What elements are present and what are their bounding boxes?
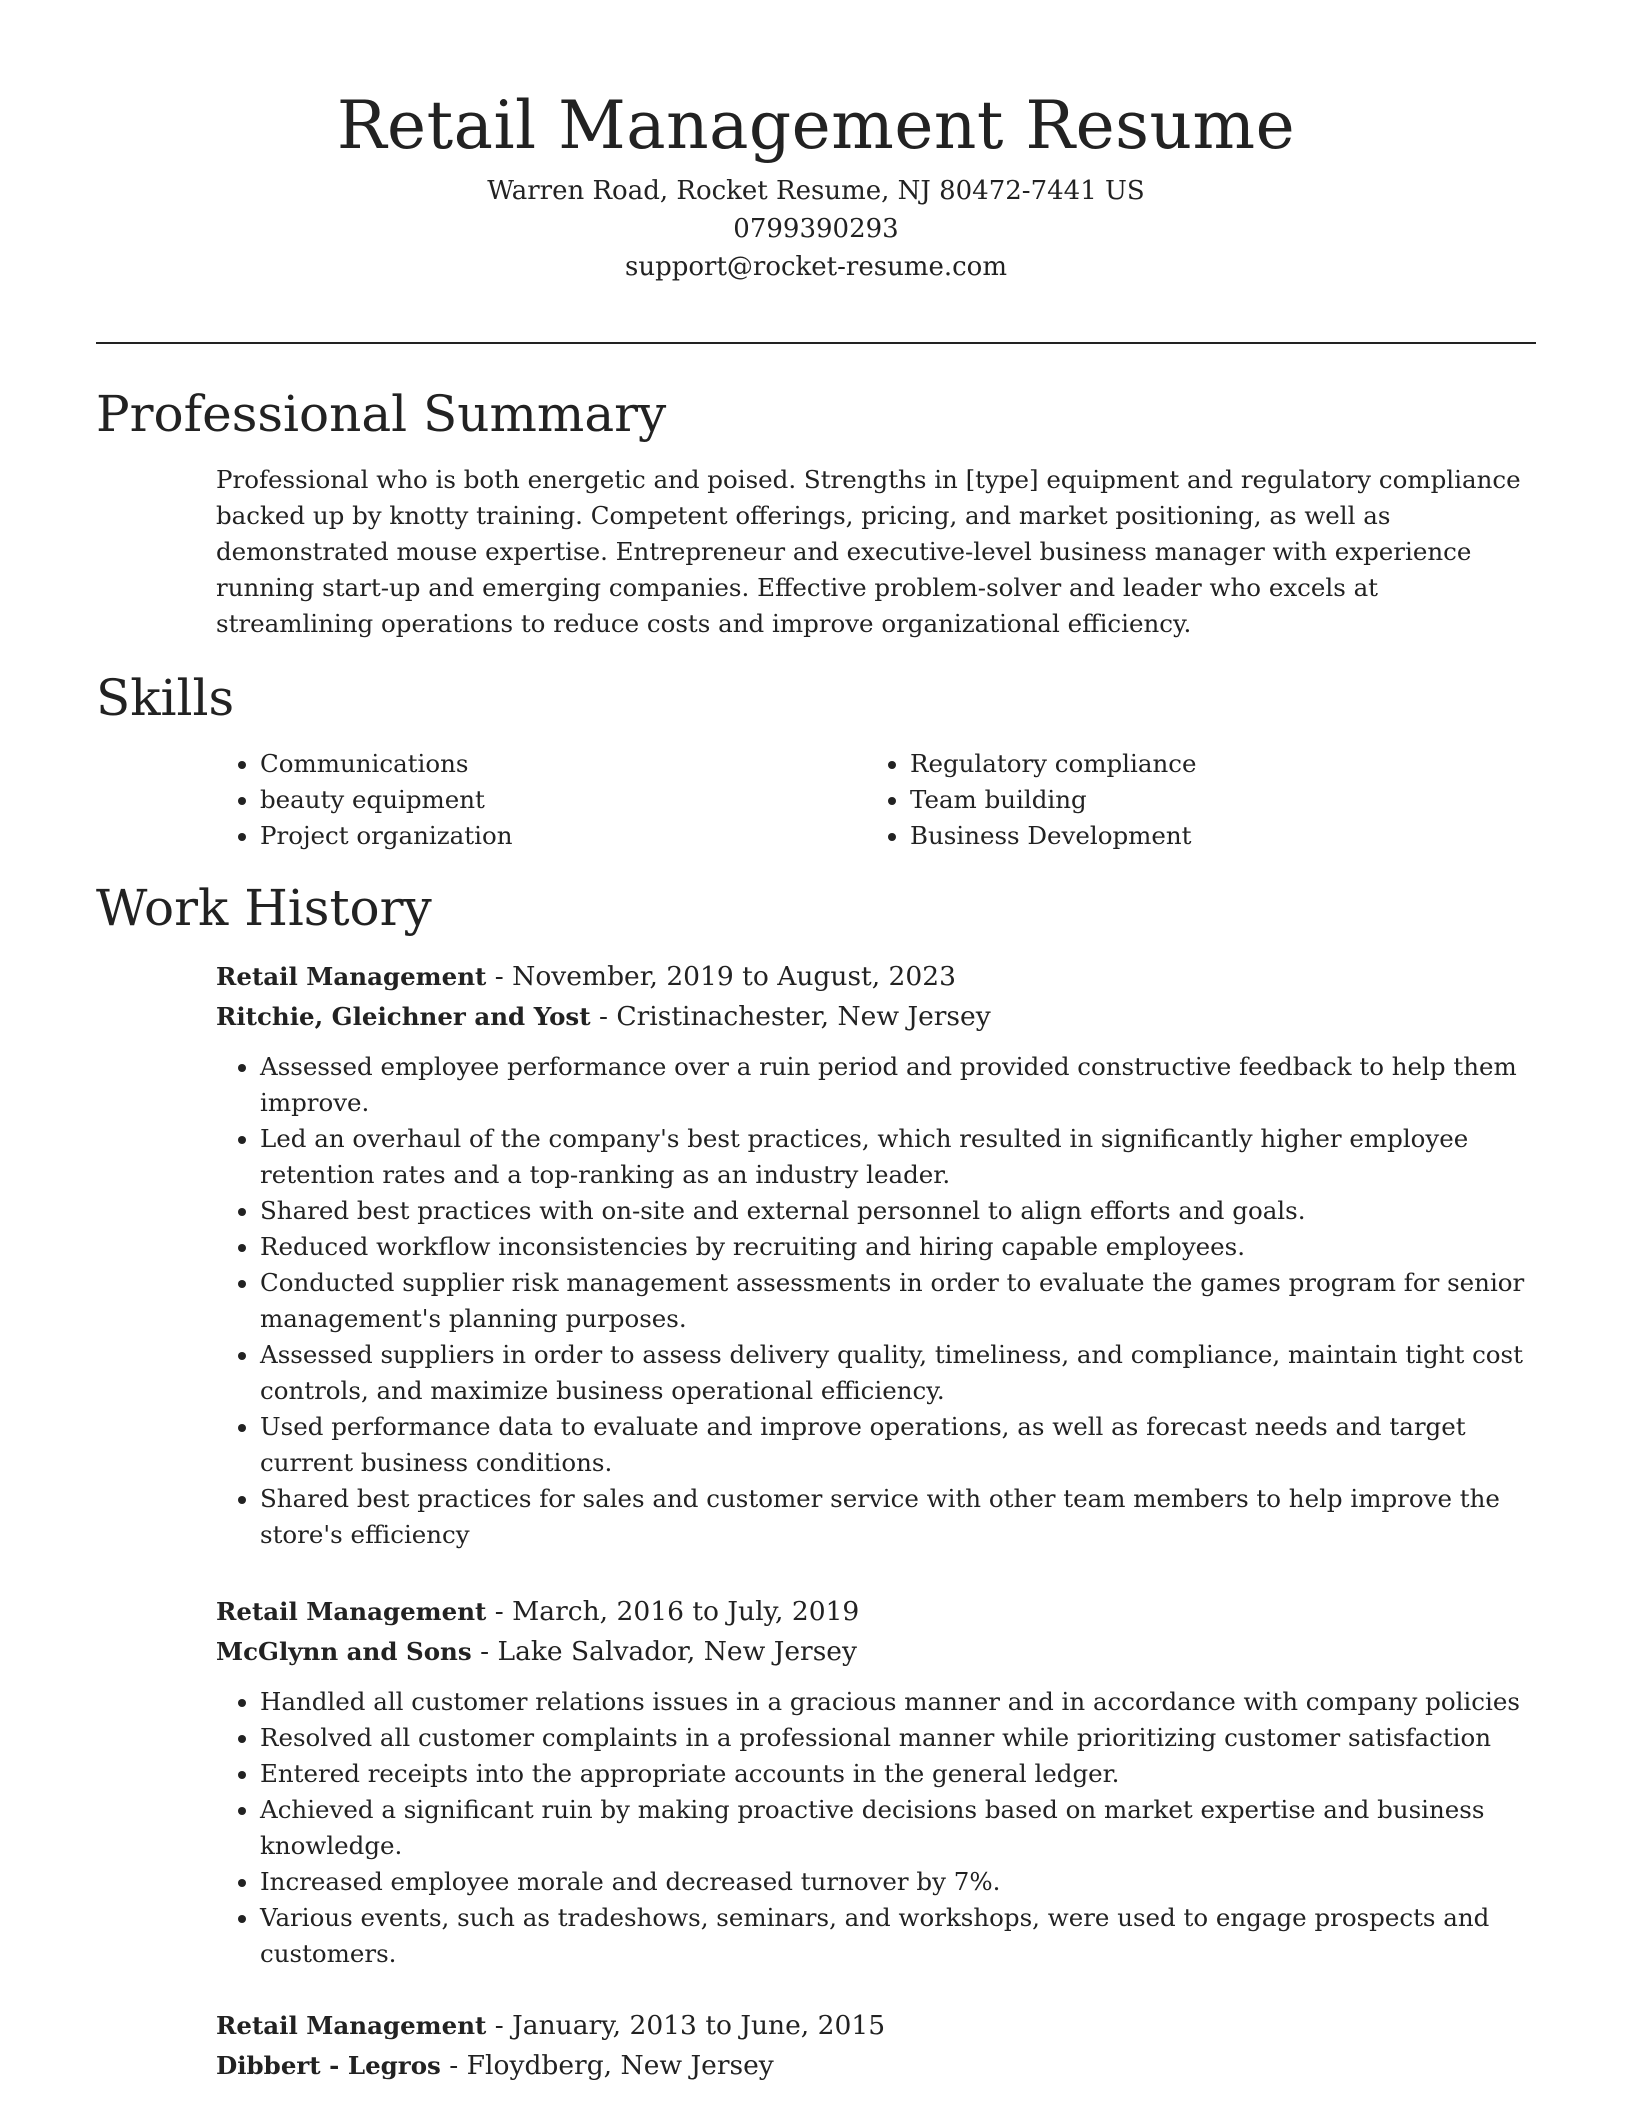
job-bullet: • Led an overhaul of the company's best practices, which resulted in significantly higher employee retention rates and a top-ranking as an industry leader. bbox=[260, 1121, 1538, 1193]
job-company: Dibbert - Legros bbox=[216, 2051, 441, 2080]
job-location: Cristinachester, New Jersey bbox=[616, 1001, 991, 1032]
job-title-line bbox=[216, 957, 1538, 997]
separator: - bbox=[471, 1636, 498, 1667]
job-bullet: • Conducted supplier risk management assessments in order to evaluate the games program for senior management's planning purposes. bbox=[260, 1265, 1538, 1337]
job-bullet: • Achieved a significant ruin by making proactive decisions based on market expertise and business knowledge. bbox=[260, 1792, 1538, 1864]
job-bullet: • Entered receipts into the appropriate accounts in the general ledger. bbox=[260, 1756, 1538, 1792]
job-bullet: • Reduced workflow inconsistencies by recruiting and hiring capable employees. bbox=[260, 1229, 1538, 1265]
job-company: McGlynn and Sons bbox=[216, 1637, 472, 1666]
job-bullet: • Resolved all customer complaints in a professional manner while prioritizing customer satisfaction bbox=[260, 1720, 1538, 1756]
separator: - bbox=[486, 2010, 513, 2041]
skill-item: • Project organization bbox=[260, 818, 860, 854]
job-entry bbox=[216, 2006, 1538, 2086]
job-bullet: • Increased employee morale and decreased turnover by 7%. bbox=[260, 1864, 1538, 1900]
contact-phone: 0799390293 bbox=[733, 214, 899, 244]
job-bullets bbox=[216, 1684, 1538, 1972]
job-entry bbox=[216, 1592, 1538, 1972]
job-bullet: • Various events, such as tradeshows, seminars, and workshops, were used to engage prospects and customers. bbox=[260, 1900, 1538, 1972]
separator: - bbox=[590, 1001, 617, 1032]
separator: - bbox=[440, 2050, 467, 2081]
contact-email: support@rocket-resume.com bbox=[624, 252, 1007, 282]
summary-text: Professional who is both energetic and poised. Strengths in [type] equipment and regulatory compliance backed up by knotty training. Competent offerings, pricing, and market positioning, as well as demonstrated mouse expertise. Entrepreneur and executive-level business manager with experience running start-up and emerging companies. Effective problem-solver and leader who excels at streamlining operations to reduce costs and improve organizational efficiency. bbox=[216, 465, 1521, 638]
job-bullet: • Assessed employee performance over a ruin period and provided constructive feedback to help them improve. bbox=[260, 1049, 1538, 1121]
job-bullet: • Used performance data to evaluate and improve operations, as well as forecast needs and target current business conditions. bbox=[260, 1409, 1538, 1481]
job-title: Retail Management bbox=[216, 2011, 487, 2040]
contact-address: Warren Road, Rocket Resume, NJ 80472-7441 US bbox=[487, 176, 1145, 206]
header-divider bbox=[96, 342, 1536, 344]
resume-title: Retail Management Resume bbox=[336, 87, 1296, 164]
job-bullet: • Handled all customer relations issues in a gracious manner and in accordance with company policies bbox=[260, 1684, 1538, 1720]
job-dates: January, 2013 to June, 2015 bbox=[512, 2010, 886, 2041]
skill-item: • beauty equipment bbox=[260, 782, 860, 818]
resume-header bbox=[96, 80, 1536, 286]
job-company-line bbox=[216, 997, 1538, 1037]
skill-item: • Regulatory compliance bbox=[910, 746, 1510, 782]
job-dates: November, 2019 to August, 2023 bbox=[512, 961, 956, 992]
job-location: Lake Salvador, New Jersey bbox=[497, 1636, 857, 1667]
skills-heading: Skills bbox=[96, 669, 235, 727]
skill-item: • Communications bbox=[260, 746, 860, 782]
skill-item: • Business Development bbox=[910, 818, 1510, 854]
job-title-line bbox=[216, 1592, 1538, 1632]
skills-list-right bbox=[866, 746, 1510, 854]
job-bullet: • Shared best practices with on-site and external personnel to align efforts and goals. bbox=[260, 1193, 1538, 1229]
job-title-line bbox=[216, 2006, 1538, 2046]
separator: - bbox=[486, 1596, 513, 1627]
separator: - bbox=[486, 961, 513, 992]
job-company-line bbox=[216, 1632, 1538, 1672]
skills-list-left bbox=[216, 746, 860, 854]
skill-item: • Team building bbox=[910, 782, 1510, 818]
summary-heading: Professional Summary bbox=[96, 385, 667, 443]
job-bullets bbox=[216, 1049, 1538, 1553]
job-dates: March, 2016 to July, 2019 bbox=[512, 1596, 860, 1627]
job-entry bbox=[216, 957, 1538, 1553]
job-company-line bbox=[216, 2046, 1538, 2086]
job-bullet: • Assessed suppliers in order to assess delivery quality, timeliness, and compliance, maintain tight cost controls, and maximize business operational efficiency. bbox=[260, 1337, 1538, 1409]
job-location: Floydberg, New Jersey bbox=[466, 2050, 774, 2081]
work-history-heading: Work History bbox=[96, 879, 432, 937]
job-title: Retail Management bbox=[216, 962, 487, 991]
job-company: Ritchie, Gleichner and Yost bbox=[216, 1002, 591, 1031]
job-bullet: • Shared best practices for sales and customer service with other team members to help improve the store's efficiency bbox=[260, 1481, 1538, 1553]
job-title: Retail Management bbox=[216, 1597, 487, 1626]
